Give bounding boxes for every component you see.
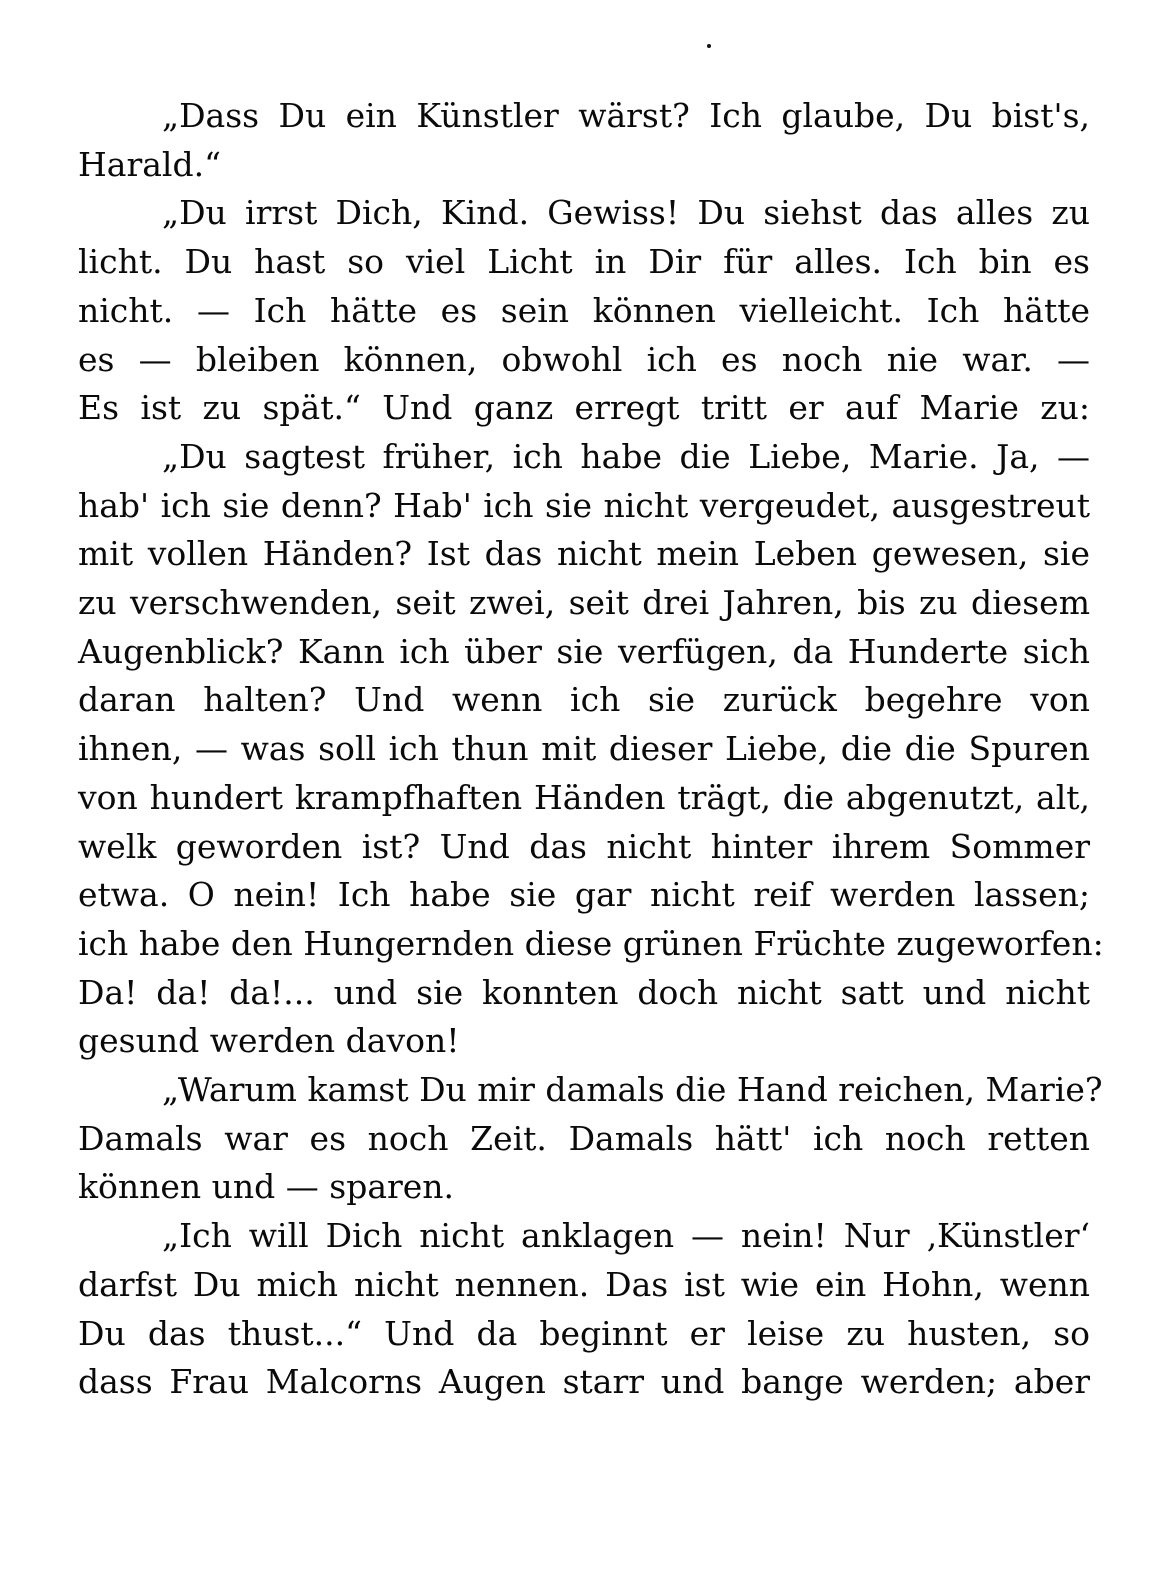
- text-line: „Du irrst Dich, Kind. Gewiss! Du siehst das alles zu: [162, 193, 1090, 233]
- text-line: welk geworden ist? Und das nicht hinter ihrem Sommer: [78, 826, 1090, 866]
- text-line: darfst Du mich nicht nennen. Das ist wie ein Hohn, wenn: [78, 1264, 1090, 1304]
- text-line: etwa. O nein! Ich habe sie gar nicht reif werden lassen;: [78, 875, 1090, 915]
- text-line: licht. Du hast so viel Licht in Dir für alles. Ich bin es: [78, 242, 1090, 282]
- text-line: Es ist zu spät.“ Und ganz erregt tritt er auf Marie zu:: [78, 388, 1090, 428]
- text-line: zu verschwenden, seit zwei, seit drei Jahren, bis zu diesem: [78, 583, 1090, 623]
- paragraph-5: [78, 1212, 1090, 1407]
- paragraph-1: [78, 92, 1090, 189]
- paragraph-4: [78, 1066, 1103, 1212]
- text-line: Da! da! da!... und sie konnten doch nicht satt und nicht: [78, 972, 1090, 1012]
- text-line: daran halten? Und wenn ich sie zurück begehre von: [78, 680, 1090, 720]
- text-line: können und — sparen.: [78, 1167, 455, 1207]
- text-line: es — bleiben können, obwohl ich es noch nie war. —: [78, 339, 1090, 379]
- paragraph-3: [78, 433, 1104, 1066]
- text-line: ich habe den Hungernden diese grünen Früchte zugeworfen:: [78, 923, 1104, 963]
- text-line: dass Frau Malcorns Augen starr und bange werden; aber: [78, 1362, 1090, 1402]
- body-text: [78, 92, 1104, 1407]
- text-line: Augenblick? Kann ich über sie verfügen, da Hunderte sich: [78, 631, 1090, 671]
- print-speck: [707, 44, 711, 48]
- text-line: ihnen, — was soll ich thun mit dieser Liebe, die die Spuren: [78, 729, 1090, 769]
- text-line: hab' ich sie denn? Hab' ich sie nicht vergeudet, ausgestreut: [78, 485, 1090, 525]
- text-line: Du das thust...“ Und da beginnt er leise zu husten, so: [78, 1313, 1090, 1353]
- text-line: nicht. — Ich hätte es sein können vielleicht. Ich hätte: [78, 290, 1090, 330]
- text-line: „Warum kamst Du mir damals die Hand reichen, Marie?: [162, 1070, 1103, 1110]
- text-line: gesund werden davon!: [78, 1021, 460, 1061]
- text-line: Harald.“: [78, 144, 221, 184]
- paragraph-2: [78, 189, 1090, 433]
- text-line: „Dass Du ein Künstler wärst? Ich glaube, Du bist's,: [162, 96, 1090, 135]
- text-line: Damals war es noch Zeit. Damals hätt' ich noch retten: [78, 1118, 1090, 1158]
- text-line: von hundert krampfhaften Händen trägt, die abgenutzt, alt,: [78, 777, 1090, 817]
- text-line: „Ich will Dich nicht anklagen — nein! Nur ‚Künstler‘: [162, 1216, 1090, 1256]
- text-line: „Du sagtest früher, ich habe die Liebe, Marie. Ja, —: [162, 436, 1090, 476]
- text-line: mit vollen Händen? Ist das nicht mein Leben gewesen, sie: [78, 534, 1090, 574]
